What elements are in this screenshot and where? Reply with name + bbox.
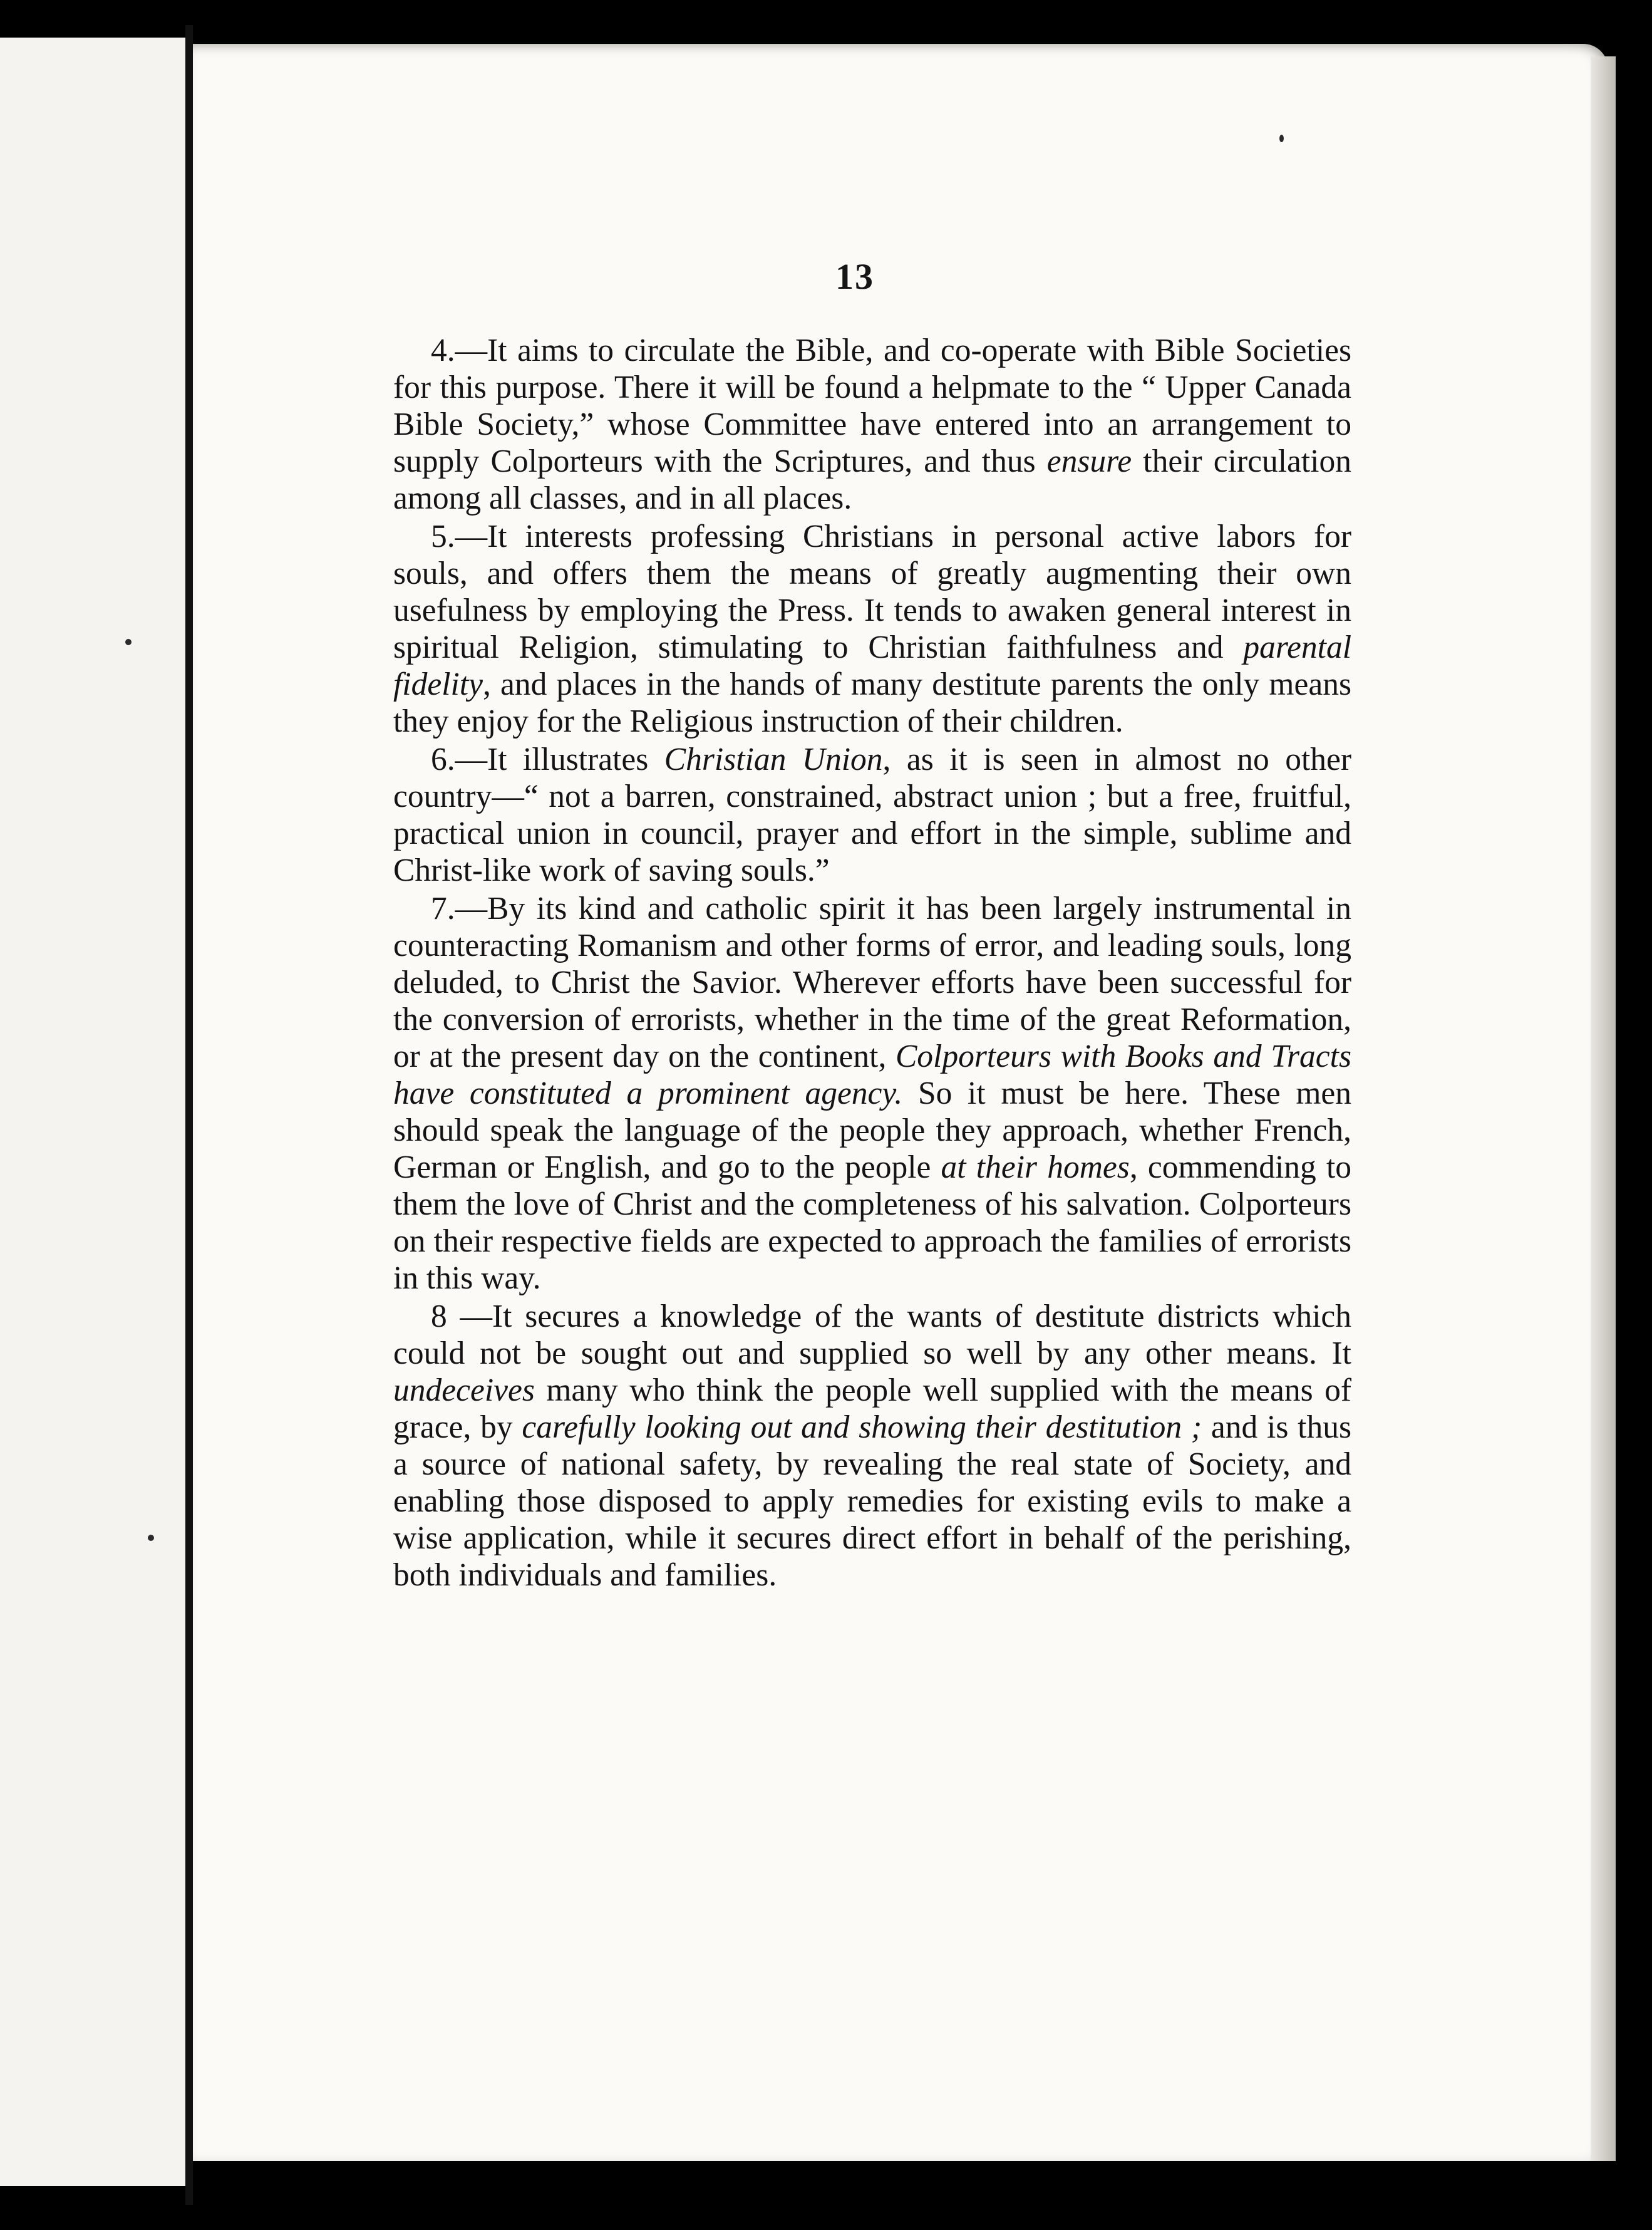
paragraph [393, 332, 1351, 517]
left-page-edge [0, 38, 187, 2186]
text-run: , commending to them the love of Christ and the completeness of his salvation. Colporteurs on their respective fields are expected to approach the families of errorists in this way. [393, 1149, 1352, 1296]
page-number: 13 [835, 256, 874, 297]
page-edge-shadow [1591, 56, 1616, 2161]
ink-speck [125, 639, 132, 645]
ink-speck [148, 1535, 154, 1541]
text-run: 5.—It interests professing Christians in personal active labors for souls, and offers them the means of greatly augmenting their own usefulness by employing the Press. It tends to awaken general interest in spiritual Religion, stimulating to Christian faithfulness and [393, 519, 1351, 665]
paragraph [393, 518, 1351, 740]
text-run: , and places in the hands of many destitute parents the only means they enjoy for the Religious instruction of their children. [393, 666, 1351, 739]
text-run: 6.—It illustrates [431, 742, 664, 777]
paragraph [393, 1298, 1351, 1594]
italic-phrase: Colporteurs with Books and Tracts have constituted a prominent agency. [393, 1039, 1352, 1111]
text-run: and is thus a source of national safety, by revealing the real state of Society, and enabling those disposed to apply remedies for existing evils to make a wise application, while it secures direct effort in behalf of the perishing, both individuals and families. [393, 1409, 1352, 1593]
book-gutter [185, 25, 193, 2205]
italic-phrase: undeceives [393, 1372, 535, 1408]
text-run: So it must be here. These men should speak the language of the people they approach, whether French, German or English, and go to the people [393, 1076, 1351, 1185]
text-run: 8 —It secures a knowledge of the wants of destitute districts which could not be sought out and supplied so well by any other means. It [393, 1299, 1351, 1371]
text-run: their circulation among all classes, and in all places. [393, 443, 1351, 516]
text-run: 4.—It aims to circulate the Bible, and co-operate with Bible Societies for this purpose. There it will be found a helpmate to the “ Upper Canada Bible Society,” whose Committee have entered into an arrangement to supply Colporteurs with the Scriptures, and thus [393, 333, 1351, 479]
text-run: 7.—By its kind and catholic spirit it has been largely instrumental in counteracting Romanism and other forms of error, and leading souls, long deluded, to Christ the Savior. Wherever efforts have been successful for the conversion of errorists, whether in the time of the great Reformation, or at the present day on the continent, [393, 891, 1351, 1074]
italic-phrase: at their homes [941, 1149, 1130, 1185]
italic-phrase: ensure [1046, 443, 1132, 479]
text-run: many who think the people well supplied with the means of grace, by [393, 1372, 1351, 1445]
italic-phrase: Christian Union [664, 742, 883, 777]
text-run: , as it is seen in almost no other country—“ not a barren, constrained, abstract union ; but a free, fruitful, practical union in council, prayer and effort in the simple, sublime and Christ-like work of saving souls.” [393, 742, 1352, 888]
paragraph [393, 890, 1351, 1297]
paragraph [393, 741, 1351, 889]
body-text [393, 332, 1351, 1595]
italic-phrase: carefully looking out and showing their destitution ; [522, 1409, 1202, 1445]
italic-phrase: parental fidelity [393, 630, 1351, 702]
ink-speck [1279, 135, 1284, 142]
